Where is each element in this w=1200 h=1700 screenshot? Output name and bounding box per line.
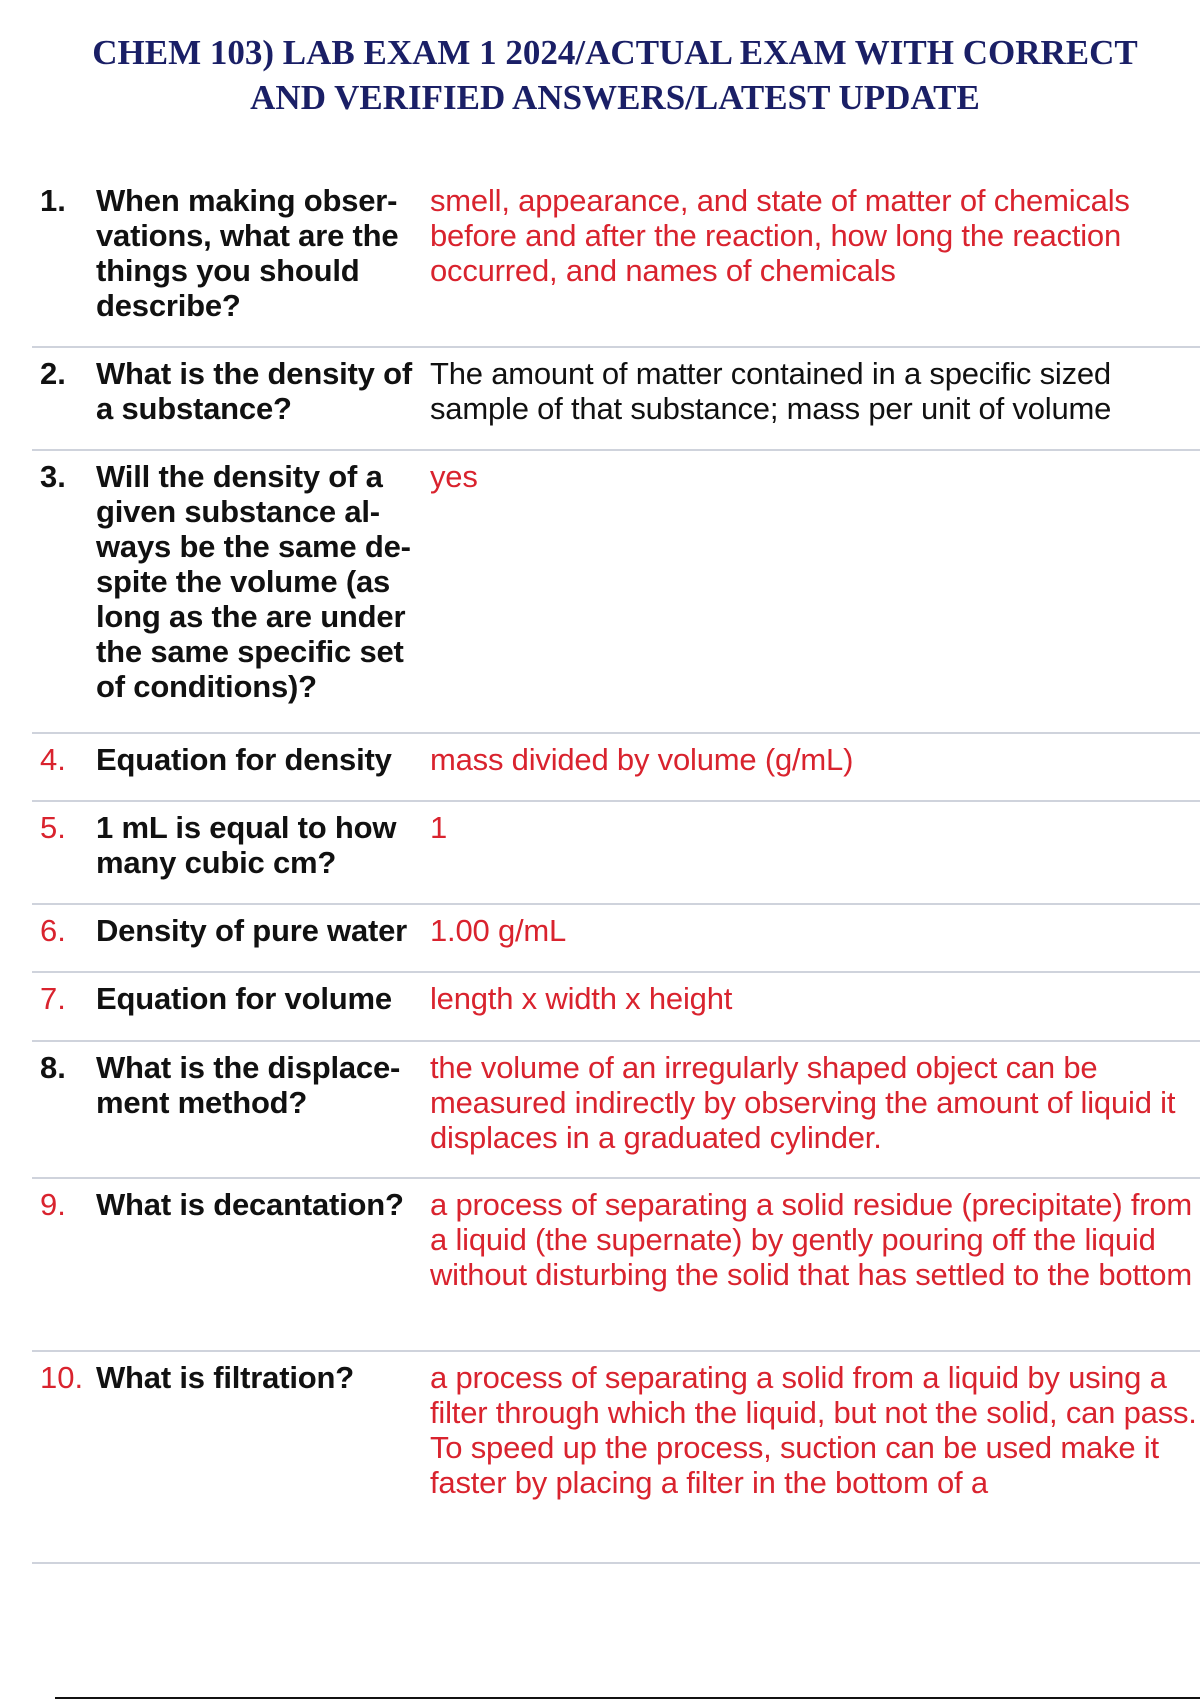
answer-text: yes (430, 459, 478, 494)
question-text: Density of pure water (96, 913, 408, 948)
qa-list (32, 175, 1200, 1564)
answer-text: The amount of matter contained in a specific sized sample of that substance; mass per unit of volume (430, 356, 1112, 426)
qa-row-8 (32, 1042, 1200, 1179)
qa-row-6 (32, 905, 1200, 973)
question-text: What is the density of a substance? (96, 356, 412, 426)
question-text: When making obser-vations, what are the things you should describe? (96, 183, 399, 323)
qa-row-5 (32, 802, 1200, 905)
question-text: Equation for volume (96, 981, 392, 1016)
qa-row-7 (32, 973, 1200, 1042)
question-number: 2. (40, 356, 66, 391)
answer-text: the volume of an irregularly shaped object can be measured indirectly by observing the amount of liquid it displaces in a graduated cylinder. (430, 1050, 1176, 1155)
qa-row-3 (32, 451, 1200, 734)
question-number: 7. (40, 981, 66, 1016)
answer-text: 1.00 g/mL (430, 913, 567, 948)
question-number: 9. (40, 1187, 66, 1222)
qa-row-10 (32, 1352, 1200, 1564)
question-text: What is filtration? (96, 1360, 354, 1395)
answer-text: a process of separating a solid from a liquid by using a filter through which the liquid, but not the solid, can pass. To speed up the process, suction can be used make it faster by placing a filter in the bottom of a (430, 1360, 1197, 1500)
answer-text: mass divided by volume (g/mL) (430, 742, 854, 777)
bottom-rule (55, 1697, 1200, 1699)
answer-text: length x width x height (430, 981, 733, 1016)
qa-row-2 (32, 348, 1200, 451)
question-number: 8. (40, 1050, 66, 1085)
answer-text: 1 (430, 810, 448, 845)
question-number: 1. (40, 183, 66, 218)
qa-row-1 (32, 175, 1200, 348)
qa-row-4 (32, 734, 1200, 802)
question-text: Equation for density (96, 742, 392, 777)
question-number: 3. (40, 459, 66, 494)
question-number: 6. (40, 913, 66, 948)
question-text: What is decantation? (96, 1187, 404, 1222)
question-number: 10. (40, 1360, 84, 1395)
question-text: 1 mL is equal to how many cubic cm? (96, 810, 397, 880)
question-number: 4. (40, 742, 66, 777)
question-text: What is the displace-ment method? (96, 1050, 401, 1120)
question-number: 5. (40, 810, 66, 845)
title-line-1: CHEM 103) LAB EXAM 1 2024/ACTUAL EXAM WITH CORRECT (92, 33, 1138, 72)
answer-text: smell, appearance, and state of matter of chemicals before and after the reaction, how long the reaction occurred, and names of chemicals (430, 183, 1130, 288)
qa-row-9 (32, 1179, 1200, 1352)
question-text: Will the density of a given substance al-ways be the same de-spite the volume (as long as the are under the same specific set of conditions)? (96, 459, 411, 704)
document-title (0, 30, 1200, 120)
answer-text: a process of separating a solid residue (precipitate) from a liquid (the supernate) by gently pouring off the liquid without disturbing the solid that has settled to the bottom (430, 1187, 1193, 1292)
title-line-2: AND VERIFIED ANSWERS/LATEST UPDATE (250, 78, 980, 117)
